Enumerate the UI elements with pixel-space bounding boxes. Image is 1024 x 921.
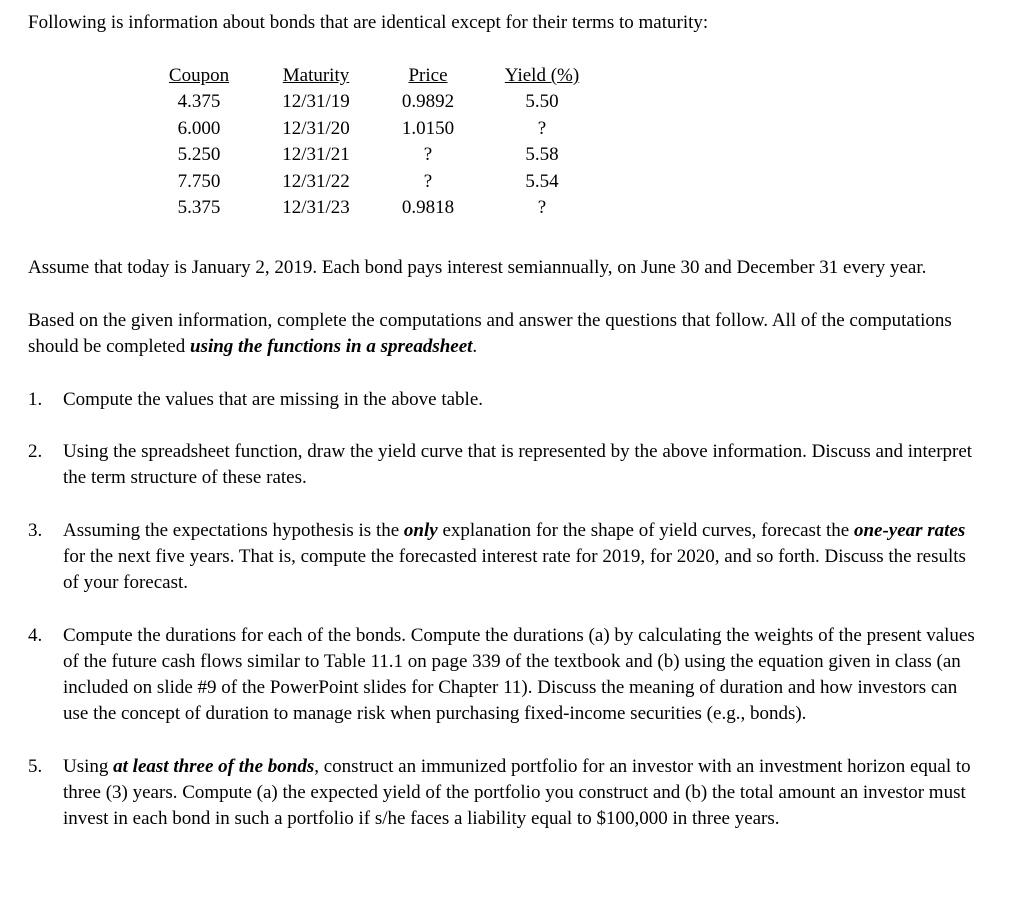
cell-maturity: 12/31/23 <box>282 197 350 218</box>
question-text-part: for the next five years. That is, compute the forecasted interest rate for 2019, for 2020, and so forth. Discuss the results of your forecast. <box>63 545 966 593</box>
question-5 <box>28 754 984 832</box>
cell-maturity: 12/31/20 <box>282 117 350 139</box>
cell-maturity: 12/31/22 <box>282 170 350 192</box>
header-maturity: Maturity <box>282 65 350 86</box>
question-number: 1. <box>28 388 43 410</box>
cell-price: ? <box>423 144 433 165</box>
bond-table <box>154 62 616 222</box>
cell-price: 1.0150 <box>401 117 455 139</box>
question-list <box>28 387 984 832</box>
table-row <box>154 195 616 222</box>
question-text-part: explanation for the shape of yield curves, forecast the <box>437 519 854 541</box>
question-3 <box>28 518 984 596</box>
question-1 <box>28 387 984 413</box>
question-number: 3. <box>28 519 43 541</box>
cell-yield: 5.58 <box>525 144 559 165</box>
table-row <box>154 142 616 169</box>
table-row <box>154 89 616 116</box>
question-number: 4. <box>28 624 43 646</box>
cell-price: ? <box>423 170 433 192</box>
intro-text: Following is information about bonds that are identical except for their terms to maturity: <box>28 12 709 33</box>
question-text: Compute the values that are missing in the above table. <box>63 388 484 410</box>
header-yield: Yield (%) <box>504 65 580 86</box>
cell-price: 0.9818 <box>401 197 455 218</box>
question-number: 2. <box>28 440 43 462</box>
question-emphasis: one-year rates <box>853 519 966 541</box>
cell-maturity: 12/31/19 <box>282 91 350 112</box>
question-4 <box>28 623 984 727</box>
cell-yield: 5.54 <box>525 170 559 192</box>
cell-coupon: 4.375 <box>177 91 221 112</box>
question-number: 5. <box>28 755 43 777</box>
cell-coupon: 6.000 <box>177 117 221 139</box>
question-emphasis: only <box>403 519 438 541</box>
question-text-part: Assuming the expectations hypothesis is the <box>63 519 404 541</box>
question-text-part: , construct an immunized portfolio for an investor with an investment horizon equal to three (3) years. Compute (a) the expected yield of the portfolio you construct and (b) the total amount an investor must invest in each bond in such a portfolio if s/he faces a liability equal to $100,000 in three years. <box>63 755 971 829</box>
instructions-emphasis: using the functions in a spreadsheet <box>190 335 473 357</box>
cell-coupon: 7.750 <box>177 170 221 192</box>
cell-coupon: 5.375 <box>177 197 221 218</box>
instructions-text: Based on the given information, complete the computations and answer the questions that follow. All of the computations should be completed <box>28 309 952 357</box>
table-header-row <box>154 62 616 89</box>
table-row <box>154 116 616 143</box>
cell-price: 0.9892 <box>401 91 455 112</box>
table-row <box>154 169 616 196</box>
instructions-paragraph <box>28 308 984 360</box>
question-2 <box>28 439 984 491</box>
cell-yield: 5.50 <box>525 91 559 112</box>
question-emphasis: at least three of the bonds <box>113 755 315 777</box>
cell-yield: ? <box>537 117 547 139</box>
assumption-paragraph: Assume that today is January 2, 2019. Each bond pays interest semiannually, on June 30 and December 31 every year. <box>28 256 927 278</box>
instructions-period: . <box>472 335 478 357</box>
question-text: Using the spreadsheet function, draw the yield curve that is represented by the above information. Discuss and interpret the term structure of these rates. <box>63 440 973 488</box>
question-text-part: Using <box>63 755 114 777</box>
question-text: Compute the durations for each of the bonds. Compute the durations (a) by calculating the weights of the present values of the future cash flows similar to Table 11.1 on page 339 of the textbook and (b) using the equation given in class (an included on slide #9 of the PowerPoint slides for Chapter 11). Discuss the meaning of duration and how investors can use the concept of duration to manage risk when purchasing fixed-income securities (e.g., bonds). <box>63 624 975 724</box>
header-price: Price <box>408 65 448 86</box>
cell-coupon: 5.250 <box>177 144 221 165</box>
cell-maturity: 12/31/21 <box>282 144 350 165</box>
cell-yield: ? <box>537 197 547 218</box>
header-coupon: Coupon <box>168 65 230 86</box>
